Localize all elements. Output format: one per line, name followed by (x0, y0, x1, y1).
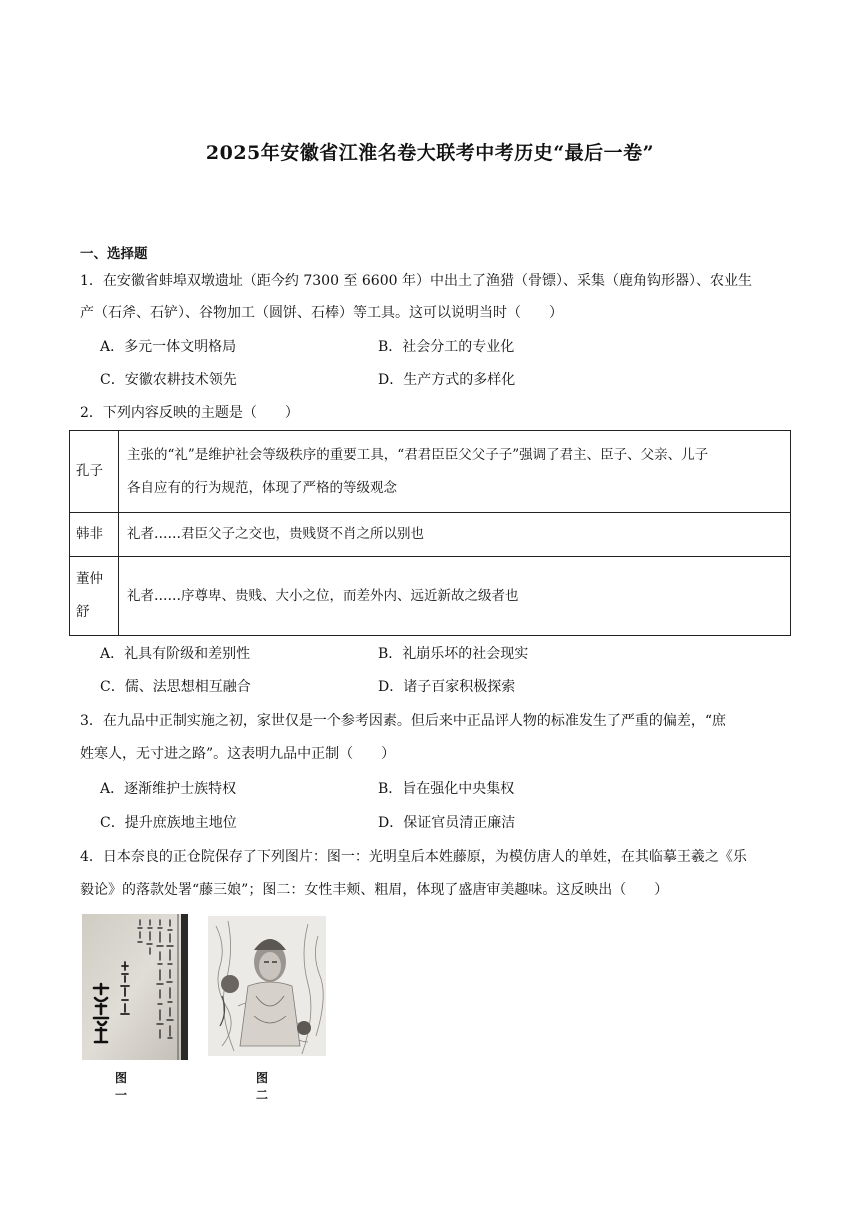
option-b[interactable]: B．旨在强化中央集权 (378, 781, 515, 797)
table-row (70, 557, 791, 636)
option-d[interactable]: D．保证官员清正廉洁 (378, 815, 516, 831)
question-1-line-2: 产（石斧、石铲）、谷物加工（圆饼、石棒）等工具。这可以说明当时（ ） (80, 305, 563, 321)
figure-2-caption: 图二 (256, 1071, 269, 1102)
table-text-cell (119, 431, 791, 513)
question-3-line-2: 姓寒人，无寸进之路”。这表明九品中正制（ ） (80, 746, 396, 762)
option-b[interactable]: B．礼崩乐坏的社会现实 (378, 646, 529, 662)
table-text-cell: 礼者……序尊卑、贵贱、大小之位，而差外内、远近新故之级者也 (119, 557, 791, 636)
table-text-line: 主张的“礼”是维护社会等级秩序的重要工具，“君君臣臣父父子子”强调了君主、臣子、父亲、儿子 (127, 446, 709, 463)
question-2-stem: 2．下列内容反映的主题是（ ） (80, 405, 299, 421)
table-text-line: 各自应有的行为规范，体现了严格的等级观念 (127, 479, 397, 496)
option-c[interactable]: C．安徽农耕技术领先 (100, 372, 237, 388)
table-name-cell: 韩非 (70, 513, 119, 557)
table-name-cell: 孔子 (70, 431, 119, 513)
table-name-cell (70, 557, 119, 636)
question-1-line-1: 1．在安徽省蚌埠双墩遗址（距今约 7300 至 6600 年）中出土了渔猎（骨镖）、采集（鹿角钩形器）、农业生 (80, 273, 752, 289)
option-b[interactable]: B．社会分工的专业化 (378, 339, 515, 355)
page-title: 2025年安徽省江淮名卷大联考中考历史“最后一卷” (205, 142, 655, 164)
option-a[interactable]: A．多元一体文明格局 (100, 339, 237, 355)
table-name-line: 董仲 (76, 571, 103, 587)
question-4-line-2: 毅论》的落款处署“藤三娘”；图二：女性丰颊、粗眉，体现了盛唐审美趣味。这反映出（ ） (80, 882, 669, 898)
option-a[interactable]: A．逐渐维护士族特权 (100, 781, 237, 797)
option-c[interactable]: C．儒、法思想相互融合 (100, 679, 251, 695)
table-row (70, 431, 791, 513)
figure-1-caption: 图一 (115, 1071, 128, 1102)
quote-table (69, 430, 791, 636)
calligraphy-image (82, 914, 188, 1060)
option-a[interactable]: A．礼具有阶级和差别性 (100, 646, 251, 662)
table-name-line: 舒 (76, 604, 90, 620)
question-3-line-1: 3．在九品中正制实施之初，家世仅是一个参考因素。但后来中正品评人物的标准发生了严重的偏差，“庶 (80, 713, 727, 729)
table-row (70, 513, 791, 557)
section-heading: 一、选择题 (80, 246, 148, 262)
option-d[interactable]: D．生产方式的多样化 (378, 372, 516, 388)
option-c[interactable]: C．提升庶族地主地位 (100, 815, 237, 831)
option-d[interactable]: D．诸子百家积极探索 (378, 679, 516, 695)
table-text-cell: 礼者……君臣父子之交也，贵贱贤不肖之所以别也 (119, 513, 791, 557)
question-4-line-1: 4．日本奈良的正仓院保存了下列图片：图一：光明皇后本姓藤原，为模仿唐人的单姓，在其临摹王羲之《乐 (80, 849, 747, 865)
painting-image (208, 916, 326, 1056)
